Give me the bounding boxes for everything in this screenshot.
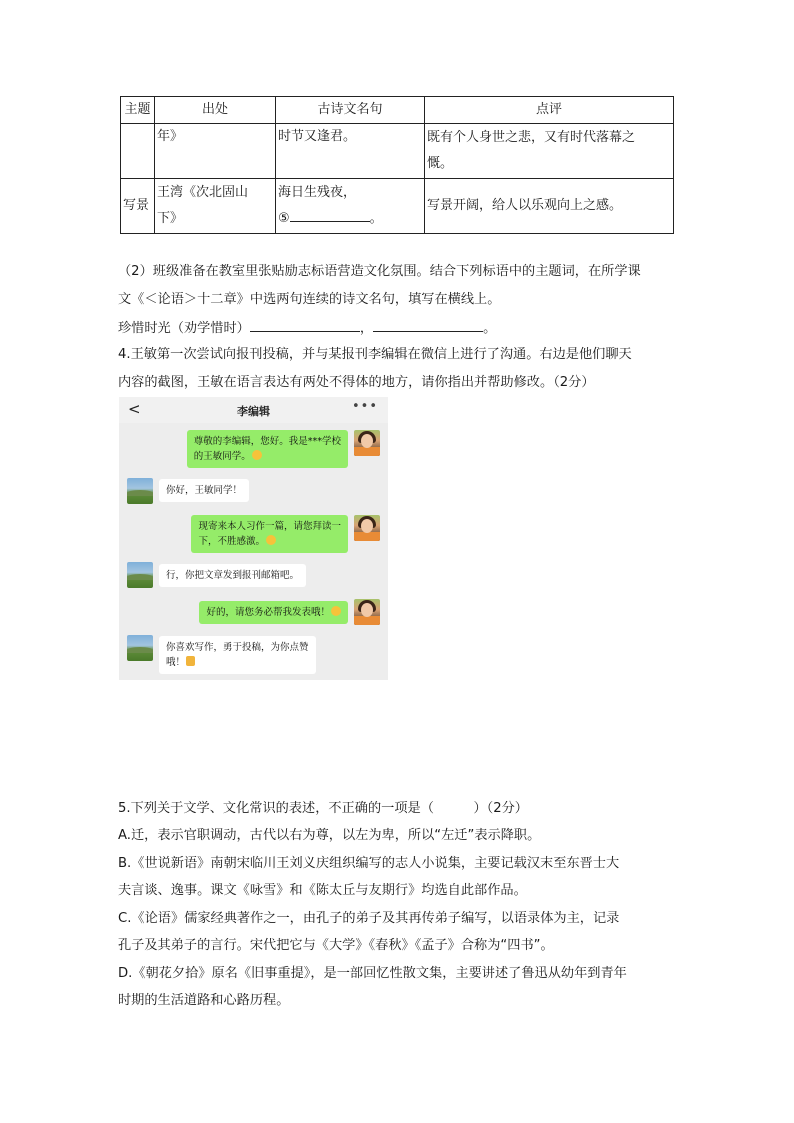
chat-message-editor: [159, 479, 249, 502]
blank-marker: ⑤: [278, 211, 290, 226]
table-row: [121, 124, 674, 179]
q5-option-b-line2: 夫言谈、逸事。课文《咏雪》和《陈太丘与友期行》均选自此部作品。: [118, 883, 527, 898]
avatar-editor: [127, 562, 153, 588]
more-icon[interactable]: •••: [351, 399, 378, 414]
table-header-row: [121, 97, 674, 124]
message-text: 哦！: [166, 657, 186, 668]
q5-option-a[interactable]: A.迁，表示官职调动，古代以右为尊，以左为卑，所以“左迁”表示降职。: [118, 828, 541, 843]
chat-message-editor: [159, 564, 306, 587]
q4-line2: 内容的截图，王敏在语言表达有两处不得体的地方，请你指出并帮助修改。（2分）: [118, 375, 595, 390]
row1-comment-line2: 慨。: [427, 156, 454, 171]
thumbs-up-icon: [186, 656, 195, 666]
chat-message-editor: [159, 636, 316, 674]
back-icon[interactable]: <: [128, 400, 141, 418]
avatar-me: [354, 599, 380, 625]
message-text: 行，你把文章发到报刊邮箱吧。: [166, 570, 300, 581]
message-text: 好的，请您务必帮我发表哦！: [206, 607, 330, 618]
chat-message-me: [199, 601, 348, 624]
row1-comment: [425, 124, 674, 179]
header-source: 出处: [155, 97, 276, 124]
row2-source-line1: 王湾《次北固山: [157, 185, 249, 200]
answer-blank-q2a[interactable]: [250, 318, 360, 332]
row2-theme: 写景: [121, 179, 155, 234]
row1-theme: [121, 124, 155, 179]
chat-title: 李编辑: [237, 405, 270, 418]
message-text: 尊敬的李编辑，您好。我是***学校: [193, 436, 341, 447]
q4-line1: 4.王敏第一次尝试向报刊投稿，并与某报刊李编辑在微信上进行了沟通。右边是他们聊天: [118, 347, 632, 362]
q5-option-c-line1[interactable]: C.《论语》儒家经典著作之一，由孔子的弟子及其再传弟子编写，以语录体为主，记录: [118, 911, 620, 926]
smile-emoji-icon: [331, 606, 341, 616]
row2-verse: [276, 179, 425, 234]
q5-option-d-line2: 时期的生活道路和心路历程。: [118, 993, 290, 1008]
avatar-me: [354, 515, 380, 541]
row2-source: [155, 179, 276, 234]
chat-message-me: [191, 515, 348, 553]
q2-theme-label: 珍惜时光（劝学惜时）: [118, 321, 250, 336]
row2-comment: 写景开阔，给人以乐观向上之感。: [425, 179, 674, 234]
avatar-me: [354, 430, 380, 456]
smile-emoji-icon: [252, 450, 262, 460]
table-row: [121, 179, 674, 234]
answer-blank-5[interactable]: [290, 207, 370, 222]
avatar-editor: [127, 635, 153, 661]
message-text: 的王敏同学。: [193, 451, 251, 462]
message-text: 下，不胜感激。: [198, 536, 265, 547]
wechat-screenshot: [119, 397, 388, 680]
message-text: 你喜欢写作，勇于投稿，为你点赞: [166, 642, 309, 653]
answer-blank-q2b[interactable]: [373, 318, 483, 332]
row1-verse: 时节又逢君。: [276, 124, 425, 179]
row1-source: 年》: [155, 124, 276, 179]
q2-line2: 文《＜论语＞十二章》中选两句连续的诗文名句，填写在横线上。: [118, 292, 501, 307]
row2-verse-line1: 海日生残夜，: [278, 185, 357, 200]
chat-message-me: [187, 430, 348, 468]
row2-verse-end: 。: [369, 211, 383, 226]
q2-sep: ，: [359, 321, 374, 336]
row1-comment-line1: 既有个人身世之悲，又有时代落幕之: [427, 130, 636, 145]
q2-line3: [118, 318, 496, 338]
q5-option-b-line1[interactable]: B.《世说新语》南朝宋临川王刘义庆组织编写的志人小说集，主要记载汉末至东晋士大: [118, 856, 620, 871]
message-text: 现寄来本人习作一篇，请您拜读一: [198, 521, 341, 532]
smile-emoji-icon: [266, 535, 276, 545]
row2-verse-line2: [278, 206, 422, 232]
chat-header: [119, 397, 388, 423]
q2-end: 。: [483, 321, 497, 336]
q5-option-d-line1[interactable]: D.《朝花夕拾》原名《旧事重提》，是一部回忆性散文集，主要讲述了鲁迅从幼年到青年: [118, 966, 627, 981]
poetry-table: [120, 96, 674, 234]
avatar-editor: [127, 478, 153, 504]
row2-source-line2: 下》: [157, 211, 184, 226]
header-verse: 古诗文名句: [276, 97, 425, 124]
q5-option-c-line2: 孔子及其弟子的言行。宋代把它与《大学》《春秋》《孟子》合称为“四书”。: [118, 938, 554, 953]
q5-stem: 5.下列关于文学、文化常识的表述，不正确的一项是（ ）（2分）: [118, 801, 528, 816]
message-text: 你好，王敏同学！: [166, 485, 243, 496]
header-comment: 点评: [425, 97, 674, 124]
header-theme: 主题: [121, 97, 155, 124]
q2-line1: （2）班级准备在教室里张贴励志标语营造文化氛围。结合下列标语中的主题词，在所学课: [118, 264, 641, 279]
